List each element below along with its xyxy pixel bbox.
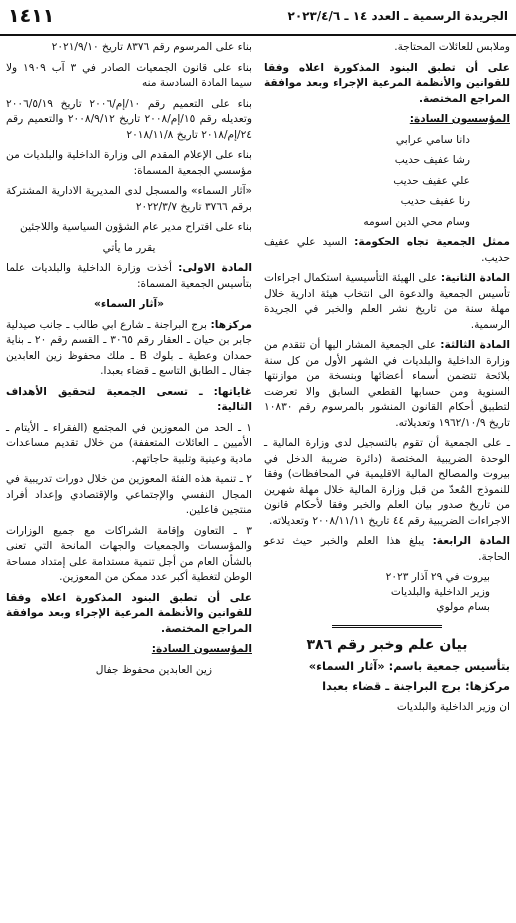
intro-text: وملابس للعائلات المحتاجة. (394, 41, 510, 53)
gazette-title: الجريدة الرسمية ـ العدد ١٤ ـ ٢٠٢٣/٤/٦ (287, 9, 508, 23)
proposal-basis: بناء على اقتراح مدير عام الشؤون السياسية واللاجئين (20, 221, 252, 233)
article-4-label: المادة الرابعة: (432, 535, 510, 547)
association-name: «آثار السماء» (94, 298, 164, 310)
page-header (0, 0, 516, 36)
registration: «آثار السماء» والمسجل لدى المديرية الادارية المشتركة برقم ٣٧٦٦ تاريخ ٢٠٢٢/٣/٧ (6, 185, 252, 213)
founders-heading-left: المؤسسون السادة: (151, 643, 252, 655)
apply-statement-left: على أن تطبق البنود المذكورة اعلاه وفقا للقوانين والأنظمة المرعية الإجراء وبعد موافقة المراجع المختصة. (6, 591, 252, 635)
signature-date: بيروت في ٢٩ آذار ٢٠٢٣ (385, 571, 490, 583)
representative-value: السيد علي عفيف حديب. (264, 236, 510, 264)
news-founding: بتأسيس جمعية باسم: «آثار السماء» (308, 658, 510, 673)
headquarters (6, 318, 252, 380)
article-1-text: أخذت وزارة الداخلية والبلديات علما بتأسيس الجمعية المسماة: (6, 262, 252, 290)
decree-basis: بناء على المرسوم رقم ٨٣٧٦ تاريخ ٢٠٢١/٩/١٠ (51, 41, 252, 53)
hq-label: مركزها: (210, 318, 252, 331)
article-1 (6, 261, 252, 292)
decides-heading: يقرر ما يأتي (102, 241, 156, 254)
signature-title: وزير الداخلية والبلديات (390, 586, 490, 598)
goal-item: ٢ ـ تنمية هذه الفئة المعوزين من خلال دورات تدريبية في المجال النفسي والإجتماعي والإقتصادي وإعداد أفراد منتجين فاعلين. (6, 473, 252, 516)
founders-heading: المؤسسون السادة: (409, 113, 510, 125)
founder-name: علي عفيف حديب (393, 174, 470, 187)
article-3-label: المادة الثالثة: (440, 339, 510, 351)
page-number: ١٤١١ (8, 5, 55, 27)
signature-block (264, 570, 510, 615)
left-column (6, 40, 252, 683)
article-2 (264, 271, 510, 333)
goal-item: ١ ـ الحد من المعوزين في المجتمع (الفقراء ـ الأيتام ـ الأميين ـ العائلات المتعففة) من خلال تقديم مساعدات مادية وعينية وتلبية حاجاتهم. (6, 421, 252, 465)
news-from: ان وزير الداخلية والبلديات (396, 700, 510, 713)
article-3-tax: ـ على الجمعية أن تقوم بالتسجيل لدى وزارة المالية ـ الوحدة الضريبية المختصة (دائرة ضريبة الدخل في بيروت والمصالح المالية الاقليمية في المحافظات) وفقا للنموذج المُعدّ من قبل وزارة المالية خلال مهلة شهرين من تاريخ صدور بيان العلم والخبر وفقا لأحكام قانون الاجراءات الضريبية رقم ٤٤ تاريخ ٢٠٠٨/١١/١١ وتعديلاته. (264, 437, 510, 527)
article-1-label: المادة الاولى: (178, 262, 252, 274)
article-2-text: على الهيئة التأسيسية استكمال اجراءات تأسيس الجمعية والدعوة الى انتخاب هيئة ادارية خلال مهلة سنة من تاريخ نشر العلم والخبر في الجريدة الرسمية. (264, 272, 510, 331)
founder-name: رشا عفيف حديب (394, 154, 470, 166)
representative (264, 235, 510, 266)
news-title: بيان علم وخبر رقم ٣٨٦ (306, 637, 468, 653)
hq-text: برج البراجنة ـ شارع ابي طالب ـ جانب صيدلية جابر بن حيان ـ العقار رقم ٣٠٦٥ ـ القسم رقم ٢٠ ـ بناية حمدان وعطية ـ بلوك B ـ ملك محفوظ زين العابدين جفال ـ الطابق التاسع ـ قضاء بعبدا. (6, 318, 252, 377)
signature-name: بسام مولوي (436, 601, 490, 613)
founder-name: دانا سامي عرابي (395, 133, 470, 146)
article-4 (264, 534, 510, 565)
circular-basis: بناء على التعميم رقم ١٠/إم/٢٠٠٦ تاريخ ٢٠٠٦/٥/١٩ وتعديله رقم ١٥/إم/٢٠٠٨ تاريخ ٢٠٠٨/٩/١٢ والتعميم رقم ٢٤/إم/٢٠١٨ تاريخ ٢٠١٨/١١/٨ (6, 97, 252, 141)
article-4-text: يبلغ هذا العلم والخبر حيث تدعو الحاجة. (264, 535, 510, 563)
article-3-text: على الجمعية المشار اليها أن تتقدم من وزارة الداخلية والبلديات في الشهر الأول من كل سنة بلائحة تتضمن أسماء أعضائها وبنسخة من موازنتها السنوية ومن حسابها القطعي السابق والا تعرضت لتطبيق أحكام القانون المنشور بالمرسوم رقم ١٠٨٣٠ تاريخ ١٩٦٢/١٠/٩ وتعديلاته. (264, 339, 510, 429)
right-column (264, 40, 510, 720)
representative-label: ممثل الجمعية تجاه الحكومة: (354, 236, 510, 248)
article-2-label: المادة الثانية: (440, 272, 510, 284)
news-hq: مركزها: برج البراجنة ـ قضاء بعبدا (322, 679, 510, 693)
apply-statement: على أن تطبق البنود المذكورة اعلاه وفقا للقوانين والأنظمة المرعية الإجراء وبعد موافقة المراجع المختصة. (264, 61, 510, 105)
founder-name: رنا عفيف حديب (400, 195, 470, 207)
goals-heading: غاياتها: ـ تسعى الجمعية لتحقيق الأهداف التالية: (6, 385, 252, 413)
section-divider (332, 625, 442, 628)
goal-item: ٣ ـ التعاون وإقامة الشراكات مع جميع الوزارات والمؤسسات والجمعيات والجهات المانحة التي تعنى بالشأن العام من أجل تنمية مستدامة على إمتداد مساحة الوطن لتغطية أكبر عدد ممكن من المعوزين. (6, 524, 252, 583)
founder-name: وسام محي الدين اسومه (363, 215, 470, 228)
founder-name: زين العابدين محفوظ جفال (95, 663, 212, 676)
law-basis: بناء على قانون الجمعيات الصادر في ٣ آب ١٩٠٩ ولا سيما المادة السادسة منه (6, 61, 252, 89)
article-3 (264, 338, 510, 431)
notice-basis: بناء على الإعلام المقدم الى وزارة الداخلية والبلديات من مؤسسي الجمعية المسماة: (6, 149, 252, 177)
